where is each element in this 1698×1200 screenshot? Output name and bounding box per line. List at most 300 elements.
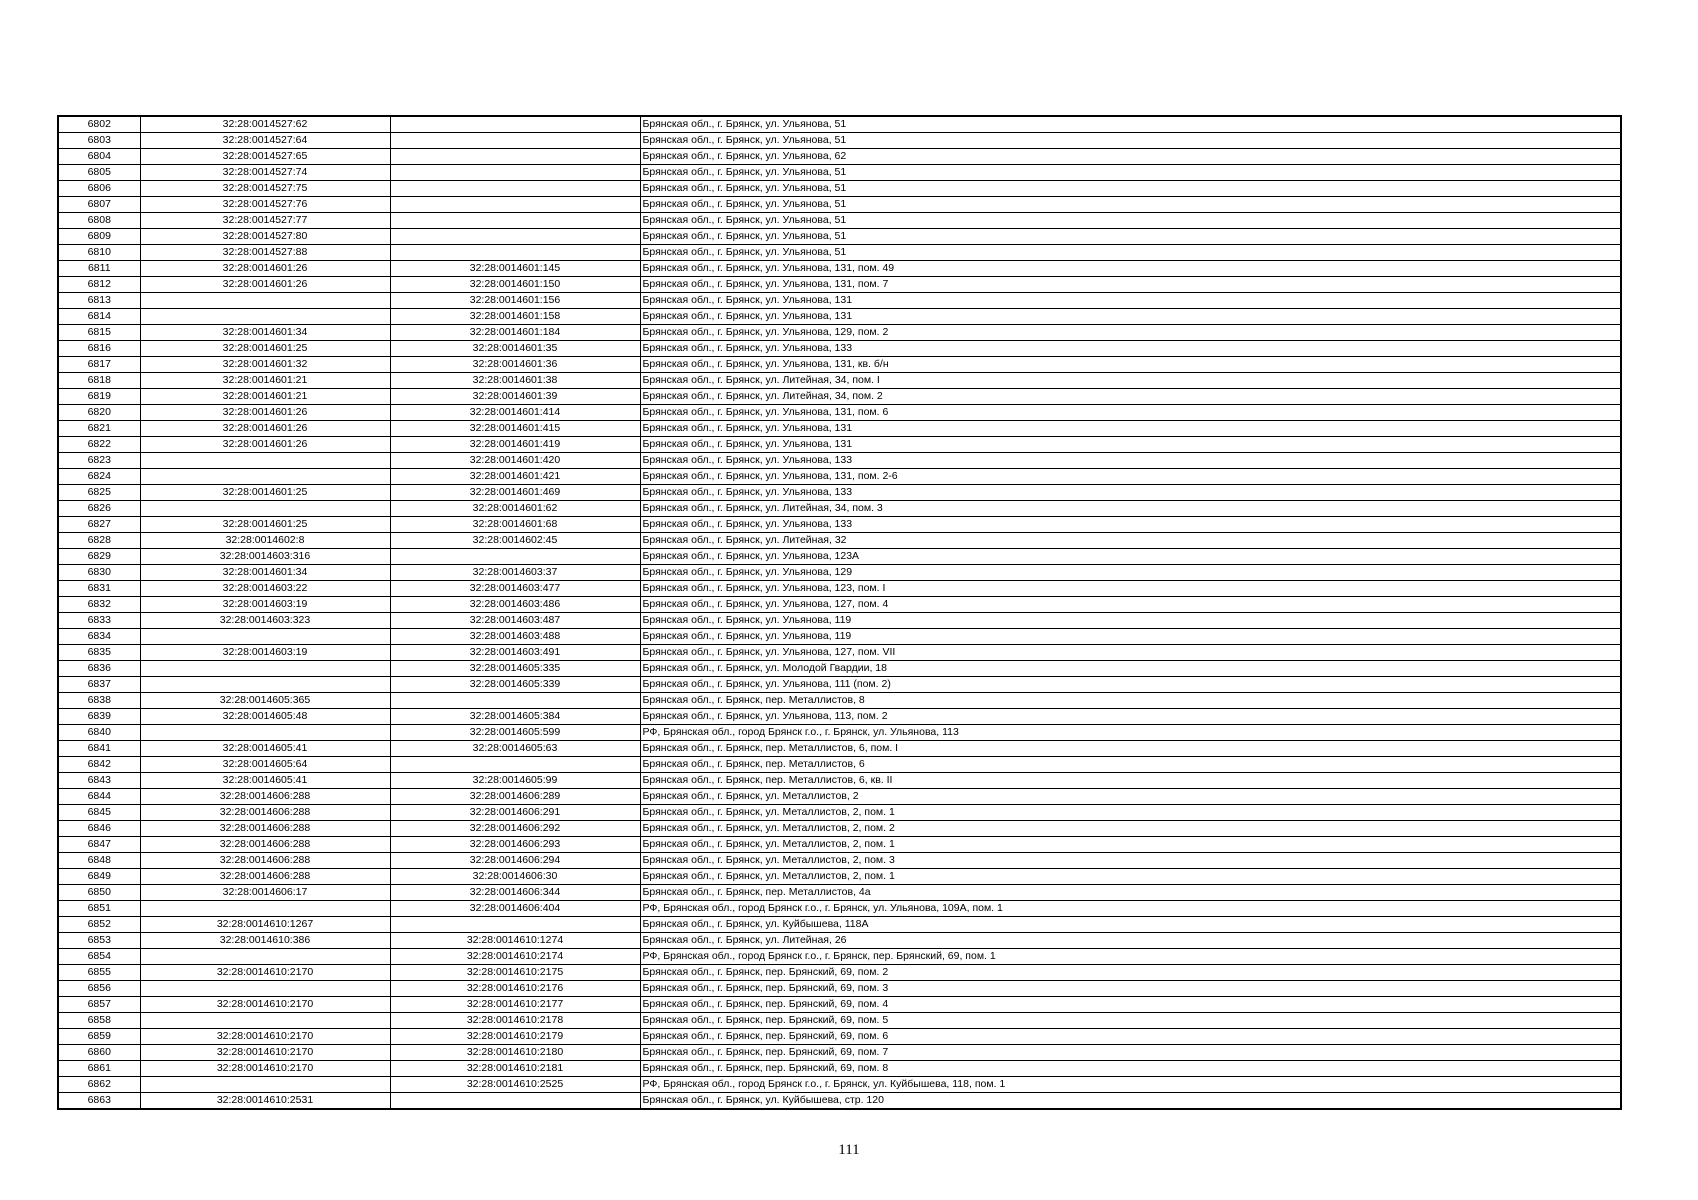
object-cadastral-number-cell: 32:28:0014610:2175 (390, 965, 640, 981)
address-cell: Брянская обл., г. Брянск, пер. Металлистов, 8 (640, 693, 1621, 709)
registry-table (57, 115, 1622, 1110)
table-row (58, 773, 1621, 789)
table-row (58, 197, 1621, 213)
row-number-cell: 6820 (58, 405, 140, 421)
row-number-cell: 6827 (58, 517, 140, 533)
table-row (58, 709, 1621, 725)
row-number-cell: 6825 (58, 485, 140, 501)
address-cell: Брянская обл., г. Брянск, пер. Брянский, 69, пом. 6 (640, 1029, 1621, 1045)
object-cadastral-number-cell (390, 229, 640, 245)
row-number-cell: 6835 (58, 645, 140, 661)
row-number-cell: 6853 (58, 933, 140, 949)
address-cell: Брянская обл., г. Брянск, ул. Ульянова, 123А (640, 549, 1621, 565)
address-cell: Брянская обл., г. Брянск, ул. Ульянова, 131 (640, 309, 1621, 325)
object-cadastral-number-cell: 32:28:0014605:384 (390, 709, 640, 725)
parcel-cadastral-number-cell: 32:28:0014610:2170 (140, 965, 390, 981)
row-number-cell: 6855 (58, 965, 140, 981)
row-number-cell: 6833 (58, 613, 140, 629)
object-cadastral-number-cell: 32:28:0014602:45 (390, 533, 640, 549)
row-number-cell: 6860 (58, 1045, 140, 1061)
parcel-cadastral-number-cell: 32:28:0014605:64 (140, 757, 390, 773)
object-cadastral-number-cell: 32:28:0014603:491 (390, 645, 640, 661)
table-row (58, 181, 1621, 197)
row-number-cell: 6847 (58, 837, 140, 853)
object-cadastral-number-cell (390, 181, 640, 197)
parcel-cadastral-number-cell (140, 501, 390, 517)
parcel-cadastral-number-cell: 32:28:0014610:2170 (140, 1029, 390, 1045)
table-row (58, 517, 1621, 533)
object-cadastral-number-cell: 32:28:0014606:344 (390, 885, 640, 901)
table-row (58, 997, 1621, 1013)
table-row (58, 1061, 1621, 1077)
object-cadastral-number-cell: 32:28:0014601:419 (390, 437, 640, 453)
parcel-cadastral-number-cell: 32:28:0014527:64 (140, 133, 390, 149)
address-cell: Брянская обл., г. Брянск, ул. Ульянова, 133 (640, 517, 1621, 533)
parcel-cadastral-number-cell: 32:28:0014610:2170 (140, 1045, 390, 1061)
address-cell: Брянская обл., г. Брянск, пер. Брянский, 69, пом. 7 (640, 1045, 1621, 1061)
address-cell: Брянская обл., г. Брянск, пер. Брянский, 69, пом. 5 (640, 1013, 1621, 1029)
parcel-cadastral-number-cell: 32:28:0014601:26 (140, 421, 390, 437)
row-number-cell: 6828 (58, 533, 140, 549)
row-number-cell: 6852 (58, 917, 140, 933)
page-number: 111 (838, 1142, 860, 1158)
table-row (58, 725, 1621, 741)
object-cadastral-number-cell (390, 245, 640, 261)
row-number-cell: 6832 (58, 597, 140, 613)
parcel-cadastral-number-cell: 32:28:0014606:288 (140, 837, 390, 853)
parcel-cadastral-number-cell: 32:28:0014610:2531 (140, 1093, 390, 1110)
address-cell: Брянская обл., г. Брянск, пер. Брянский, 69, пом. 3 (640, 981, 1621, 997)
object-cadastral-number-cell: 32:28:0014610:2181 (390, 1061, 640, 1077)
table-row (58, 965, 1621, 981)
table-row (58, 869, 1621, 885)
table-row (58, 757, 1621, 773)
address-cell: Брянская обл., г. Брянск, пер. Брянский, 69, пом. 2 (640, 965, 1621, 981)
parcel-cadastral-number-cell: 32:28:0014527:88 (140, 245, 390, 261)
address-cell: Брянская обл., г. Брянск, ул. Ульянова, 62 (640, 149, 1621, 165)
object-cadastral-number-cell (390, 116, 640, 133)
table-row (58, 357, 1621, 373)
address-cell: Брянская обл., г. Брянск, ул. Ульянова, 51 (640, 116, 1621, 133)
address-cell: Брянская обл., г. Брянск, ул. Ульянова, 129 (640, 565, 1621, 581)
object-cadastral-number-cell: 32:28:0014601:158 (390, 309, 640, 325)
parcel-cadastral-number-cell: 32:28:0014601:26 (140, 405, 390, 421)
address-cell: РФ, Брянская обл., город Брянск г.о., г. Брянск, ул. Куйбышева, 118, пом. 1 (640, 1077, 1621, 1093)
address-cell: Брянская обл., г. Брянск, ул. Ульянова, 51 (640, 165, 1621, 181)
address-cell: Брянская обл., г. Брянск, ул. Литейная, 32 (640, 533, 1621, 549)
address-cell: Брянская обл., г. Брянск, ул. Ульянова, 131, пом. 2-6 (640, 469, 1621, 485)
object-cadastral-number-cell (390, 133, 640, 149)
parcel-cadastral-number-cell: 32:28:0014605:365 (140, 693, 390, 709)
object-cadastral-number-cell: 32:28:0014601:150 (390, 277, 640, 293)
table-row (58, 213, 1621, 229)
row-number-cell: 6845 (58, 805, 140, 821)
parcel-cadastral-number-cell: 32:28:0014527:77 (140, 213, 390, 229)
object-cadastral-number-cell: 32:28:0014606:30 (390, 869, 640, 885)
parcel-cadastral-number-cell: 32:28:0014601:34 (140, 565, 390, 581)
table-row (58, 917, 1621, 933)
object-cadastral-number-cell: 32:28:0014606:294 (390, 853, 640, 869)
table-row (58, 549, 1621, 565)
object-cadastral-number-cell: 32:28:0014601:421 (390, 469, 640, 485)
registry-table-container (57, 115, 1620, 1110)
parcel-cadastral-number-cell (140, 901, 390, 917)
row-number-cell: 6848 (58, 853, 140, 869)
table-row (58, 741, 1621, 757)
parcel-cadastral-number-cell: 32:28:0014606:288 (140, 821, 390, 837)
parcel-cadastral-number-cell: 32:28:0014606:288 (140, 805, 390, 821)
parcel-cadastral-number-cell: 32:28:0014527:65 (140, 149, 390, 165)
row-number-cell: 6846 (58, 821, 140, 837)
table-row (58, 501, 1621, 517)
parcel-cadastral-number-cell: 32:28:0014601:26 (140, 437, 390, 453)
row-number-cell: 6802 (58, 116, 140, 133)
address-cell: Брянская обл., г. Брянск, ул. Литейная, 34, пом. 2 (640, 389, 1621, 405)
object-cadastral-number-cell (390, 149, 640, 165)
object-cadastral-number-cell: 32:28:0014603:477 (390, 581, 640, 597)
parcel-cadastral-number-cell: 32:28:0014610:2170 (140, 1061, 390, 1077)
address-cell: Брянская обл., г. Брянск, ул. Куйбышева, 118А (640, 917, 1621, 933)
table-row (58, 661, 1621, 677)
table-row (58, 149, 1621, 165)
parcel-cadastral-number-cell: 32:28:0014603:22 (140, 581, 390, 597)
table-row (58, 821, 1621, 837)
object-cadastral-number-cell (390, 165, 640, 181)
table-row (58, 341, 1621, 357)
object-cadastral-number-cell: 32:28:0014606:292 (390, 821, 640, 837)
table-row (58, 485, 1621, 501)
object-cadastral-number-cell: 32:28:0014605:339 (390, 677, 640, 693)
parcel-cadastral-number-cell: 32:28:0014527:75 (140, 181, 390, 197)
table-row (58, 309, 1621, 325)
object-cadastral-number-cell: 32:28:0014605:63 (390, 741, 640, 757)
table-row (58, 277, 1621, 293)
address-cell: Брянская обл., г. Брянск, ул. Ульянова, 113, пом. 2 (640, 709, 1621, 725)
row-number-cell: 6838 (58, 693, 140, 709)
parcel-cadastral-number-cell: 32:28:0014601:32 (140, 357, 390, 373)
object-cadastral-number-cell: 32:28:0014601:145 (390, 261, 640, 277)
address-cell: Брянская обл., г. Брянск, ул. Молодой Гвардии, 18 (640, 661, 1621, 677)
parcel-cadastral-number-cell (140, 661, 390, 677)
address-cell: Брянская обл., г. Брянск, ул. Ульянова, 51 (640, 181, 1621, 197)
row-number-cell: 6842 (58, 757, 140, 773)
parcel-cadastral-number-cell: 32:28:0014527:80 (140, 229, 390, 245)
address-cell: Брянская обл., г. Брянск, ул. Ульянова, 133 (640, 453, 1621, 469)
row-number-cell: 6818 (58, 373, 140, 389)
table-row (58, 629, 1621, 645)
parcel-cadastral-number-cell (140, 1077, 390, 1093)
table-row (58, 645, 1621, 661)
parcel-cadastral-number-cell: 32:28:0014605:41 (140, 741, 390, 757)
parcel-cadastral-number-cell: 32:28:0014601:25 (140, 517, 390, 533)
object-cadastral-number-cell (390, 917, 640, 933)
parcel-cadastral-number-cell: 32:28:0014605:41 (140, 773, 390, 789)
row-number-cell: 6817 (58, 357, 140, 373)
parcel-cadastral-number-cell: 32:28:0014606:288 (140, 869, 390, 885)
address-cell: Брянская обл., г. Брянск, пер. Брянский, 69, пом. 4 (640, 997, 1621, 1013)
parcel-cadastral-number-cell: 32:28:0014610:386 (140, 933, 390, 949)
table-row (58, 437, 1621, 453)
object-cadastral-number-cell: 32:28:0014606:404 (390, 901, 640, 917)
parcel-cadastral-number-cell: 32:28:0014601:21 (140, 389, 390, 405)
address-cell: Брянская обл., г. Брянск, ул. Литейная, 34, пом. I (640, 373, 1621, 389)
address-cell: Брянская обл., г. Брянск, ул. Ульянова, 111 (пом. 2) (640, 677, 1621, 693)
row-number-cell: 6843 (58, 773, 140, 789)
parcel-cadastral-number-cell: 32:28:0014601:26 (140, 277, 390, 293)
row-number-cell: 6841 (58, 741, 140, 757)
address-cell: Брянская обл., г. Брянск, ул. Ульянова, 119 (640, 629, 1621, 645)
address-cell: Брянская обл., г. Брянск, ул. Ульянова, 129, пом. 2 (640, 325, 1621, 341)
row-number-cell: 6811 (58, 261, 140, 277)
row-number-cell: 6854 (58, 949, 140, 965)
table-row (58, 453, 1621, 469)
table-row (58, 901, 1621, 917)
row-number-cell: 6831 (58, 581, 140, 597)
row-number-cell: 6814 (58, 309, 140, 325)
parcel-cadastral-number-cell (140, 293, 390, 309)
table-row (58, 389, 1621, 405)
row-number-cell: 6844 (58, 789, 140, 805)
address-cell: Брянская обл., г. Брянск, ул. Литейная, 26 (640, 933, 1621, 949)
row-number-cell: 6816 (58, 341, 140, 357)
object-cadastral-number-cell: 32:28:0014610:2176 (390, 981, 640, 997)
address-cell: Брянская обл., г. Брянск, ул. Ульянова, 127, пом. VII (640, 645, 1621, 661)
address-cell: Брянская обл., г. Брянск, ул. Ульянова, 133 (640, 485, 1621, 501)
row-number-cell: 6840 (58, 725, 140, 741)
parcel-cadastral-number-cell: 32:28:0014601:25 (140, 485, 390, 501)
object-cadastral-number-cell: 32:28:0014603:486 (390, 597, 640, 613)
table-row (58, 469, 1621, 485)
row-number-cell: 6839 (58, 709, 140, 725)
row-number-cell: 6823 (58, 453, 140, 469)
table-row (58, 1029, 1621, 1045)
object-cadastral-number-cell: 32:28:0014603:487 (390, 613, 640, 629)
table-row (58, 116, 1621, 133)
object-cadastral-number-cell: 32:28:0014601:62 (390, 501, 640, 517)
row-number-cell: 6830 (58, 565, 140, 581)
row-number-cell: 6857 (58, 997, 140, 1013)
table-row (58, 245, 1621, 261)
parcel-cadastral-number-cell (140, 309, 390, 325)
table-row (58, 373, 1621, 389)
object-cadastral-number-cell: 32:28:0014601:156 (390, 293, 640, 309)
parcel-cadastral-number-cell: 32:28:0014605:48 (140, 709, 390, 725)
parcel-cadastral-number-cell: 32:28:0014606:288 (140, 853, 390, 869)
object-cadastral-number-cell (390, 1093, 640, 1110)
object-cadastral-number-cell: 32:28:0014610:2180 (390, 1045, 640, 1061)
address-cell: Брянская обл., г. Брянск, ул. Ульянова, 123, пом. I (640, 581, 1621, 597)
row-number-cell: 6850 (58, 885, 140, 901)
row-number-cell: 6807 (58, 197, 140, 213)
parcel-cadastral-number-cell (140, 949, 390, 965)
object-cadastral-number-cell: 32:28:0014605:599 (390, 725, 640, 741)
address-cell: Брянская обл., г. Брянск, ул. Ульянова, 51 (640, 133, 1621, 149)
parcel-cadastral-number-cell (140, 629, 390, 645)
parcel-cadastral-number-cell: 32:28:0014603:323 (140, 613, 390, 629)
table-row (58, 1013, 1621, 1029)
row-number-cell: 6858 (58, 1013, 140, 1029)
table-row (58, 789, 1621, 805)
row-number-cell: 6822 (58, 437, 140, 453)
row-number-cell: 6834 (58, 629, 140, 645)
object-cadastral-number-cell (390, 757, 640, 773)
address-cell: Брянская обл., г. Брянск, ул. Ульянова, 131, пом. 49 (640, 261, 1621, 277)
row-number-cell: 6862 (58, 1077, 140, 1093)
address-cell: Брянская обл., г. Брянск, ул. Ульянова, 131 (640, 437, 1621, 453)
object-cadastral-number-cell: 32:28:0014601:414 (390, 405, 640, 421)
table-row (58, 1077, 1621, 1093)
parcel-cadastral-number-cell: 32:28:0014606:288 (140, 789, 390, 805)
row-number-cell: 6829 (58, 549, 140, 565)
table-row (58, 949, 1621, 965)
object-cadastral-number-cell: 32:28:0014606:293 (390, 837, 640, 853)
row-number-cell: 6856 (58, 981, 140, 997)
table-row (58, 133, 1621, 149)
address-cell: Брянская обл., г. Брянск, ул. Литейная, 34, пом. 3 (640, 501, 1621, 517)
row-number-cell: 6863 (58, 1093, 140, 1110)
object-cadastral-number-cell: 32:28:0014610:2178 (390, 1013, 640, 1029)
table-row (58, 165, 1621, 181)
address-cell: Брянская обл., г. Брянск, ул. Ульянова, 51 (640, 213, 1621, 229)
address-cell: Брянская обл., г. Брянск, пер. Металлистов, 6, кв. II (640, 773, 1621, 789)
table-row (58, 933, 1621, 949)
parcel-cadastral-number-cell: 32:28:0014610:2170 (140, 997, 390, 1013)
table-row (58, 597, 1621, 613)
address-cell: Брянская обл., г. Брянск, ул. Ульянова, 131, пом. 7 (640, 277, 1621, 293)
row-number-cell: 6837 (58, 677, 140, 693)
table-row (58, 565, 1621, 581)
address-cell: Брянская обл., г. Брянск, пер. Металлистов, 6, пом. I (640, 741, 1621, 757)
object-cadastral-number-cell (390, 197, 640, 213)
address-cell: Брянская обл., г. Брянск, пер. Металлистов, 6 (640, 757, 1621, 773)
object-cadastral-number-cell: 32:28:0014603:37 (390, 565, 640, 581)
table-row (58, 1045, 1621, 1061)
table-row (58, 229, 1621, 245)
table-row (58, 693, 1621, 709)
row-number-cell: 6815 (58, 325, 140, 341)
address-cell: Брянская обл., г. Брянск, ул. Металлистов, 2, пом. 3 (640, 853, 1621, 869)
row-number-cell: 6809 (58, 229, 140, 245)
object-cadastral-number-cell: 32:28:0014603:488 (390, 629, 640, 645)
registry-table-body (58, 116, 1621, 1109)
row-number-cell: 6821 (58, 421, 140, 437)
object-cadastral-number-cell: 32:28:0014606:291 (390, 805, 640, 821)
object-cadastral-number-cell: 32:28:0014601:39 (390, 389, 640, 405)
address-cell: Брянская обл., г. Брянск, пер. Брянский, 69, пом. 8 (640, 1061, 1621, 1077)
table-row (58, 581, 1621, 597)
object-cadastral-number-cell: 32:28:0014601:36 (390, 357, 640, 373)
object-cadastral-number-cell: 32:28:0014601:420 (390, 453, 640, 469)
object-cadastral-number-cell: 32:28:0014610:2179 (390, 1029, 640, 1045)
object-cadastral-number-cell: 32:28:0014605:99 (390, 773, 640, 789)
address-cell: Брянская обл., г. Брянск, ул. Металлистов, 2, пом. 1 (640, 869, 1621, 885)
table-row (58, 805, 1621, 821)
parcel-cadastral-number-cell: 32:28:0014610:1267 (140, 917, 390, 933)
row-number-cell: 6836 (58, 661, 140, 677)
table-row (58, 421, 1621, 437)
table-row (58, 261, 1621, 277)
address-cell: Брянская обл., г. Брянск, ул. Металлистов, 2, пом. 2 (640, 821, 1621, 837)
object-cadastral-number-cell: 32:28:0014610:1274 (390, 933, 640, 949)
address-cell: Брянская обл., г. Брянск, ул. Ульянова, 127, пом. 4 (640, 597, 1621, 613)
row-number-cell: 6804 (58, 149, 140, 165)
parcel-cadastral-number-cell (140, 453, 390, 469)
table-row (58, 293, 1621, 309)
object-cadastral-number-cell: 32:28:0014601:35 (390, 341, 640, 357)
object-cadastral-number-cell: 32:28:0014601:415 (390, 421, 640, 437)
address-cell: РФ, Брянская обл., город Брянск г.о., г. Брянск, ул. Ульянова, 113 (640, 725, 1621, 741)
row-number-cell: 6861 (58, 1061, 140, 1077)
row-number-cell: 6851 (58, 901, 140, 917)
object-cadastral-number-cell (390, 693, 640, 709)
address-cell: РФ, Брянская обл., город Брянск г.о., г. Брянск, ул. Ульянова, 109А, пом. 1 (640, 901, 1621, 917)
address-cell: Брянская обл., г. Брянск, ул. Ульянова, 119 (640, 613, 1621, 629)
row-number-cell: 6813 (58, 293, 140, 309)
row-number-cell: 6812 (58, 277, 140, 293)
parcel-cadastral-number-cell: 32:28:0014527:76 (140, 197, 390, 213)
parcel-cadastral-number-cell: 32:28:0014601:34 (140, 325, 390, 341)
parcel-cadastral-number-cell: 32:28:0014603:19 (140, 597, 390, 613)
table-row (58, 533, 1621, 549)
parcel-cadastral-number-cell: 32:28:0014602:8 (140, 533, 390, 549)
row-number-cell: 6808 (58, 213, 140, 229)
row-number-cell: 6805 (58, 165, 140, 181)
address-cell: Брянская обл., г. Брянск, ул. Куйбышева, стр. 120 (640, 1093, 1621, 1110)
row-number-cell: 6810 (58, 245, 140, 261)
row-number-cell: 6826 (58, 501, 140, 517)
parcel-cadastral-number-cell: 32:28:0014606:17 (140, 885, 390, 901)
address-cell: Брянская обл., г. Брянск, ул. Металлистов, 2, пом. 1 (640, 805, 1621, 821)
address-cell: Брянская обл., г. Брянск, ул. Ульянова, 131 (640, 421, 1621, 437)
row-number-cell: 6859 (58, 1029, 140, 1045)
address-cell: Брянская обл., г. Брянск, ул. Металлистов, 2, пом. 1 (640, 837, 1621, 853)
object-cadastral-number-cell: 32:28:0014606:289 (390, 789, 640, 805)
parcel-cadastral-number-cell: 32:28:0014601:25 (140, 341, 390, 357)
row-number-cell: 6819 (58, 389, 140, 405)
row-number-cell: 6806 (58, 181, 140, 197)
address-cell: Брянская обл., г. Брянск, ул. Ульянова, 51 (640, 229, 1621, 245)
parcel-cadastral-number-cell: 32:28:0014527:62 (140, 116, 390, 133)
parcel-cadastral-number-cell (140, 725, 390, 741)
object-cadastral-number-cell: 32:28:0014601:469 (390, 485, 640, 501)
object-cadastral-number-cell: 32:28:0014610:2177 (390, 997, 640, 1013)
parcel-cadastral-number-cell: 32:28:0014601:21 (140, 373, 390, 389)
address-cell: Брянская обл., г. Брянск, ул. Ульянова, 131, кв. б/н (640, 357, 1621, 373)
table-row (58, 325, 1621, 341)
table-row (58, 981, 1621, 997)
parcel-cadastral-number-cell: 32:28:0014527:74 (140, 165, 390, 181)
address-cell: Брянская обл., г. Брянск, пер. Металлистов, 4а (640, 885, 1621, 901)
row-number-cell: 6849 (58, 869, 140, 885)
object-cadastral-number-cell: 32:28:0014601:184 (390, 325, 640, 341)
row-number-cell: 6803 (58, 133, 140, 149)
table-row (58, 1093, 1621, 1110)
address-cell: РФ, Брянская обл., город Брянск г.о., г. Брянск, пер. Брянский, 69, пом. 1 (640, 949, 1621, 965)
address-cell: Брянская обл., г. Брянск, ул. Ульянова, 51 (640, 245, 1621, 261)
address-cell: Брянская обл., г. Брянск, ул. Ульянова, 133 (640, 341, 1621, 357)
parcel-cadastral-number-cell (140, 469, 390, 485)
object-cadastral-number-cell: 32:28:0014605:335 (390, 661, 640, 677)
parcel-cadastral-number-cell: 32:28:0014601:26 (140, 261, 390, 277)
parcel-cadastral-number-cell (140, 981, 390, 997)
row-number-cell: 6824 (58, 469, 140, 485)
object-cadastral-number-cell: 32:28:0014601:68 (390, 517, 640, 533)
table-row (58, 853, 1621, 869)
object-cadastral-number-cell: 32:28:0014610:2174 (390, 949, 640, 965)
table-row (58, 885, 1621, 901)
parcel-cadastral-number-cell (140, 1013, 390, 1029)
table-row (58, 837, 1621, 853)
